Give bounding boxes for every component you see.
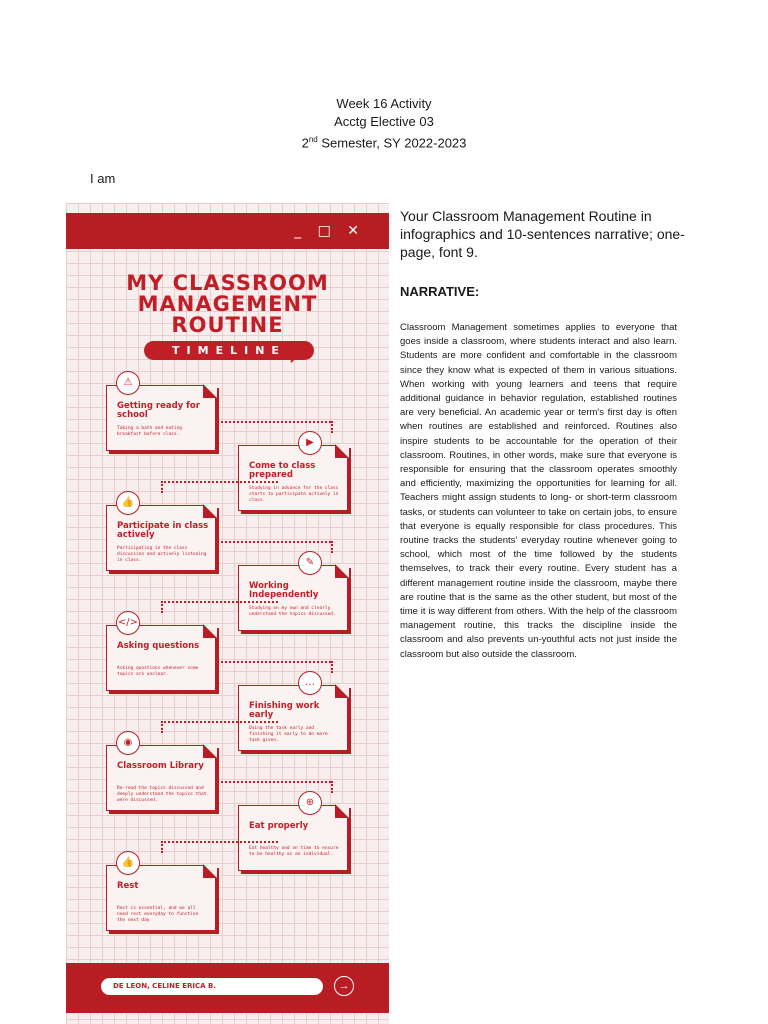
narrative-text: Classroom Management sometimes applies to everyone that goes inside a classroom, where students interact and also learn. Students are more confident and comfortable in the classroom since they know what is expected of them in various situations. When working with young learners and teens that require additional guidance in behavior regulation, established routines are very beneficial. An academic year or term's first day is often when routines are established and reinforced. Routines also inspire students to be accountable for the operation of their classroom. Routines, in other words, make sure that everyone is responsible for ensuring that the classroom operates smoothly and efficiently, maximizing the opportunities for learning for all. Teachers might assign students to long- or short-term classroom tasks, or students can volunteer to take on certain jobs, to ensure that everyone is equally responsible for class procedures. This routine tracks the students' everyday routine whenever going to school, which most of the time followed by the students themselves, to track their every routine. Every student has a different management routine inside the classroom, maybe there are routine that is the same as the other student, but most of the time it is way different from others. With the help of the classroom management routine, this tracks the discipline inside the classroom and also prevents un-youthful acts not just inside the classroom but also outside the classroom. <box>400 322 677 660</box>
card-title: Participate in class actively <box>117 521 209 540</box>
narrative-heading: NARRATIVE: <box>400 284 480 299</box>
timeline-card <box>106 865 216 931</box>
header-week: Week 16 Activity <box>336 96 432 111</box>
timeline-connector <box>161 721 163 733</box>
thumbs-up-icon: 👍 <box>116 491 140 515</box>
card-fold <box>335 444 349 458</box>
timeline-connector <box>331 781 333 793</box>
timeline-card <box>238 805 348 871</box>
infographic-bottom-bar <box>66 963 389 1013</box>
timeline-connector <box>331 421 333 433</box>
card-description: Studying on my own and clearly understand the topics discussed. <box>249 606 336 617</box>
title-line-3: ROUTINE <box>171 313 284 337</box>
timeline-card <box>238 445 348 511</box>
timeline-connector <box>331 661 333 673</box>
card-fold <box>203 624 217 638</box>
card-fold <box>203 744 217 758</box>
code-icon: </> <box>116 611 140 635</box>
timeline-connector <box>331 541 333 553</box>
card-description: Participating in the class discussion and actively listening in class. <box>117 546 207 563</box>
warning-icon: ⚠ <box>116 371 140 395</box>
card-title: Come to class prepared <box>249 461 316 480</box>
timeline-connector <box>161 601 163 613</box>
infographic-title <box>66 273 389 336</box>
card-fold <box>335 804 349 818</box>
timeline-card <box>106 625 216 691</box>
timeline-connector <box>161 481 163 493</box>
author-name: DE LEON, CELINE ERICA B. <box>101 978 323 995</box>
card-title: Eat properly <box>249 821 309 831</box>
card-description: Studying in advance for the class starts to participate actively in class. <box>249 486 339 503</box>
card-fold <box>203 384 217 398</box>
card-description: Doing the task early and finishing it early to do more task given. <box>249 726 328 743</box>
eye-icon: ◉ <box>116 731 140 755</box>
timeline-connector <box>216 661 331 663</box>
cursor-icon: ➚ <box>288 347 304 367</box>
semester-number: 2 <box>301 135 309 151</box>
header-semester <box>0 131 768 152</box>
document-header <box>0 95 768 152</box>
chat-icon: … <box>298 671 322 695</box>
timeline-card <box>238 685 348 751</box>
timeline-connector <box>216 541 331 543</box>
card-title: Asking questions <box>117 641 200 651</box>
timeline-connector <box>161 481 278 483</box>
card-description: Taking a bath and eating breakfast before class. <box>117 426 183 437</box>
title-line-2: MANAGEMENT <box>137 292 318 316</box>
timeline-connector <box>161 601 278 603</box>
pen-icon: ✎ <box>298 551 322 575</box>
header-course: Acctg Elective 03 <box>334 114 434 129</box>
timeline-card <box>106 745 216 811</box>
timeline-connector <box>161 721 278 723</box>
presentation-icon: ▶ <box>298 431 322 455</box>
semester-suffix: nd <box>308 135 318 144</box>
card-fold <box>203 864 217 878</box>
card-description: Asking questions whenever some topics are unclear. <box>117 666 199 677</box>
timeline-pill: TIMELINE <box>144 341 314 360</box>
card-fold <box>335 684 349 698</box>
card-description: Rest is essential, and we all need rest everyday to function the next day <box>117 906 199 923</box>
card-title: Working Independently <box>249 581 319 600</box>
i-am-text: I am <box>90 171 116 186</box>
card-fold <box>203 504 217 518</box>
card-description: Eat healthy and on time to ensure to be healthy as an individual. <box>249 846 339 857</box>
card-title: Classroom Library <box>117 761 204 771</box>
semester-text: Semester, SY 2022-2023 <box>317 135 467 151</box>
timeline-connector <box>216 421 331 423</box>
timeline-connector <box>161 841 278 843</box>
timeline-card <box>106 385 216 451</box>
card-fold <box>335 564 349 578</box>
card-description: Re-read the topics discussed and deeply understand the topics that were discussed. <box>117 786 207 803</box>
arrow-right-icon: → <box>334 976 354 996</box>
infographic <box>66 203 389 1024</box>
infographic-top-bar <box>66 213 389 249</box>
timeline-connector <box>161 841 163 853</box>
timeline-card <box>106 505 216 571</box>
card-title: Getting ready for school <box>117 401 200 420</box>
thumbs-up-icon: 👍 <box>116 851 140 875</box>
assignment-prompt: Your Classroom Management Routine in infographics and 10-sentences narrative; one-page, font 9. <box>400 208 685 260</box>
timeline-card <box>238 565 348 631</box>
card-title: Finishing work early <box>249 701 320 720</box>
window-controls-icon: _ □ ✕ <box>294 223 365 239</box>
card-title: Rest <box>117 881 139 891</box>
globe-icon: ⊕ <box>298 791 322 815</box>
timeline-connector <box>216 781 331 783</box>
title-line-1: MY CLASSROOM <box>126 271 329 295</box>
